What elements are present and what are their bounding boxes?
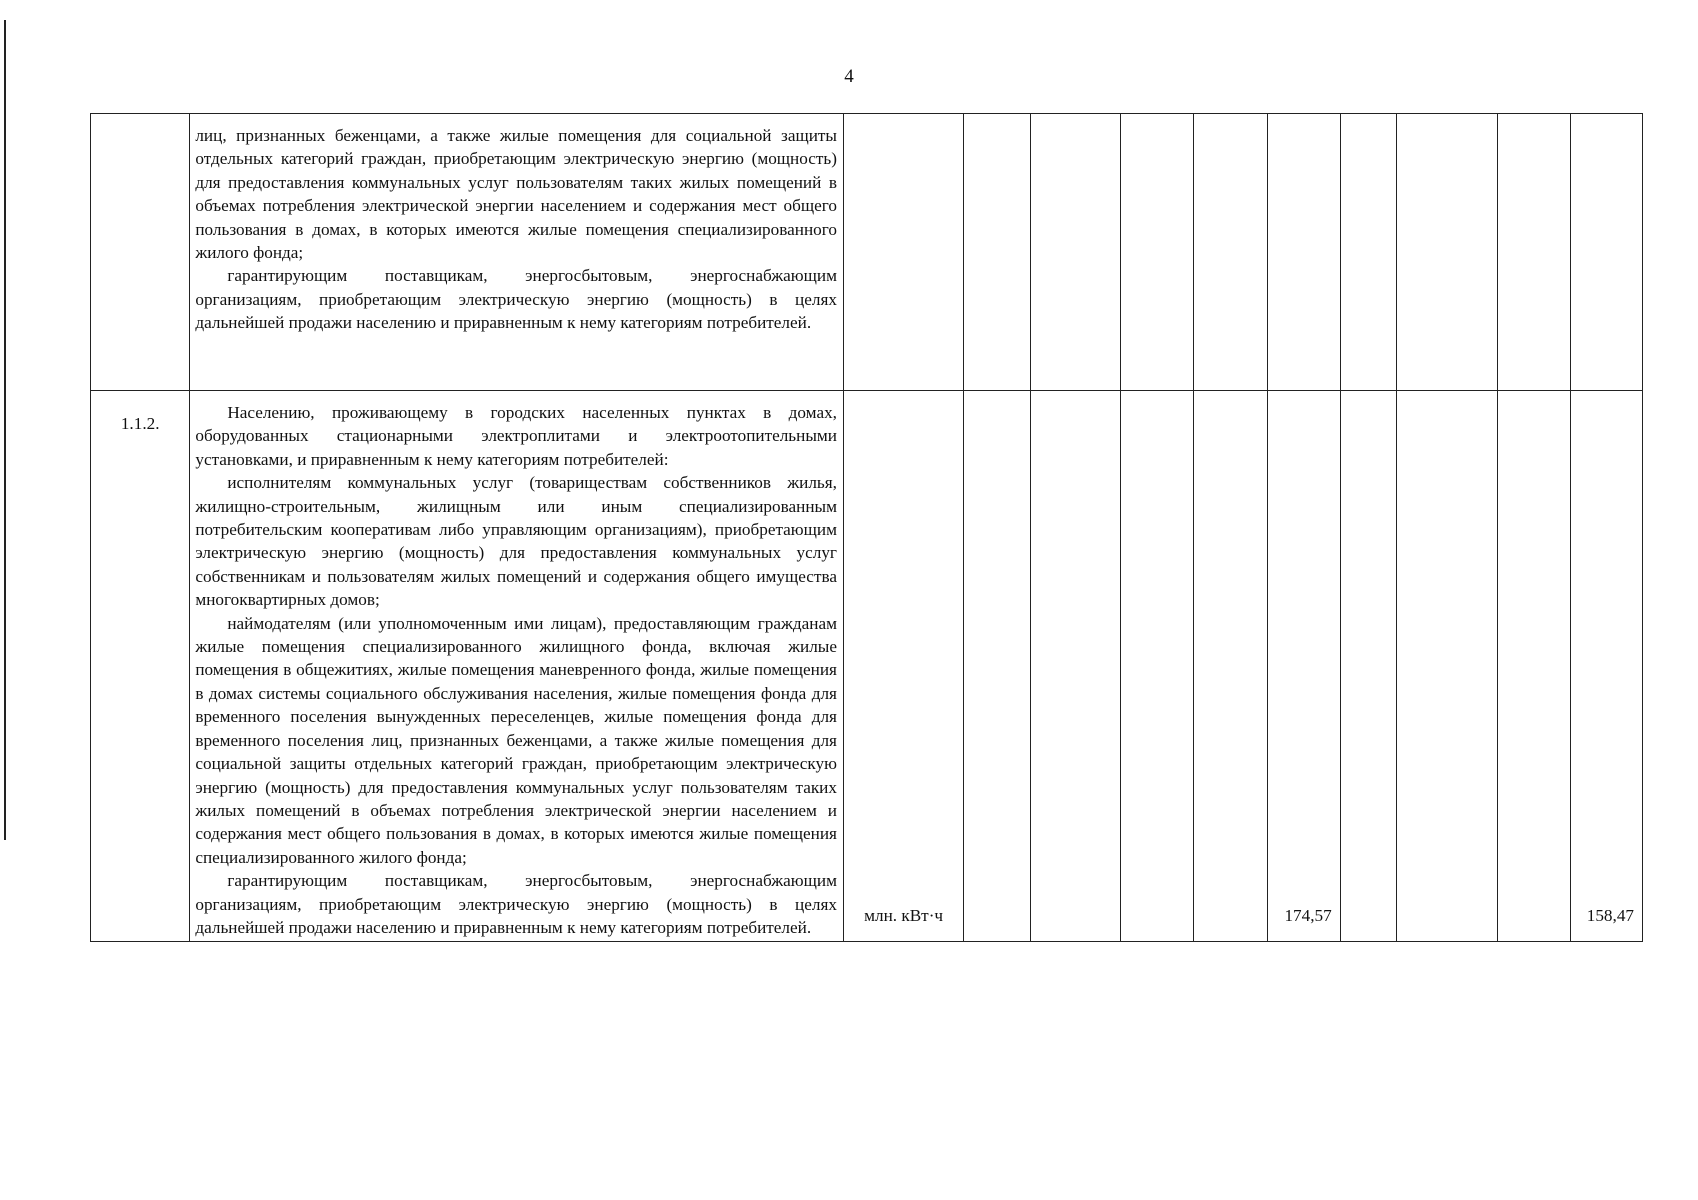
value-cell (1397, 114, 1497, 391)
description-paragraph: гарантирующим поставщикам, энергосбытовым, энергоснабжающим организациям, приобретающим электрическую энергию (мощность) в целях дальнейшей продажи населению и приравненным к нему категориям потребителей. (195, 266, 837, 333)
value-cell (1340, 391, 1396, 942)
unit-cell (843, 114, 963, 391)
value-cell (1497, 114, 1570, 391)
table-row (91, 114, 1643, 391)
value-cell (1121, 391, 1194, 942)
data-table (90, 113, 1643, 942)
description-paragraph: гарантирующим поставщикам, энергосбытовым, энергоснабжающим организациям, приобретающим электрическую энергию (мощность) в целях дальнейшей продажи населению и приравненным к нему категориям потребителей. (195, 871, 837, 937)
value-cell (1031, 114, 1121, 391)
description-paragraph: исполнителям коммунальных услуг (товариществам собственников жилья, жилищно-строительным, жилищным или иным специализированным потребительским кооперативам либо управляющим организациям), приобретающим электрическую энергию (мощность) для предоставления коммунальных услуг собственникам и пользователям жилых помещений и содержания общего имущества многоквартирных домов; (195, 473, 837, 610)
value-cell (1194, 391, 1267, 942)
page-number: 4 (844, 66, 854, 87)
description-paragraph: Населению, проживающему в городских населенных пунктах в домах, оборудованных стационарными электроплитами и электроотопительными установками, и приравненным к нему категориям потребителей: (195, 403, 837, 469)
scan-edge-line (4, 20, 6, 840)
value-cell (1031, 391, 1121, 942)
unit-cell: млн. кВт·ч (843, 391, 963, 942)
value-cell (1570, 114, 1642, 391)
row-number-cell: 1.1.2. (91, 391, 190, 942)
description-paragraph: наймодателям (или уполномоченным ими лицам), предоставляющим гражданам жилые помещения специализированного жилищного фонда, включая жилые помещения в общежитиях, жилые помещения маневренного фонда, жилые помещения в домах системы социального обслуживания населения, жилые помещения фонда для временного поселения вынужденных переселенцев, жилые помещения фонда для временного поселения лиц, признанных беженцами, а также жилые помещения для социальной защиты отдельных категорий граждан, приобретающим электрическую энергию (мощность) для предоставления коммунальных услуг пользователям таких жилых помещений в объемах потребления электрической энергии населением и содержания мест общего пользования в домах, в которых имеются жилые помещения специализированного жилого фонда; (195, 613, 837, 867)
value-cell (1267, 114, 1340, 391)
value-cell (1340, 114, 1396, 391)
description-cell (190, 114, 844, 391)
description-cell (190, 391, 844, 942)
value-cell: 174,57 (1267, 391, 1340, 942)
value-cell (1397, 391, 1497, 942)
value-cell (964, 391, 1031, 942)
value-cell (1194, 114, 1267, 391)
table-row (91, 391, 1643, 942)
description-paragraph: лиц, признанных беженцами, а также жилые помещения для социальной защиты отдельных категорий граждан, приобретающим электрическую энергию (мощность) для предоставления коммунальных услуг пользователям таких жилых помещений в объемах потребления электрической энергии населением и содержания мест общего пользования в домах, в которых имеются жилые помещения специализированного жилого фонда; (195, 126, 837, 263)
value-cell (964, 114, 1031, 391)
value-cell (1497, 391, 1570, 942)
value-cell (1121, 114, 1194, 391)
value-cell: 158,47 (1570, 391, 1642, 942)
row-number-cell (91, 114, 190, 391)
